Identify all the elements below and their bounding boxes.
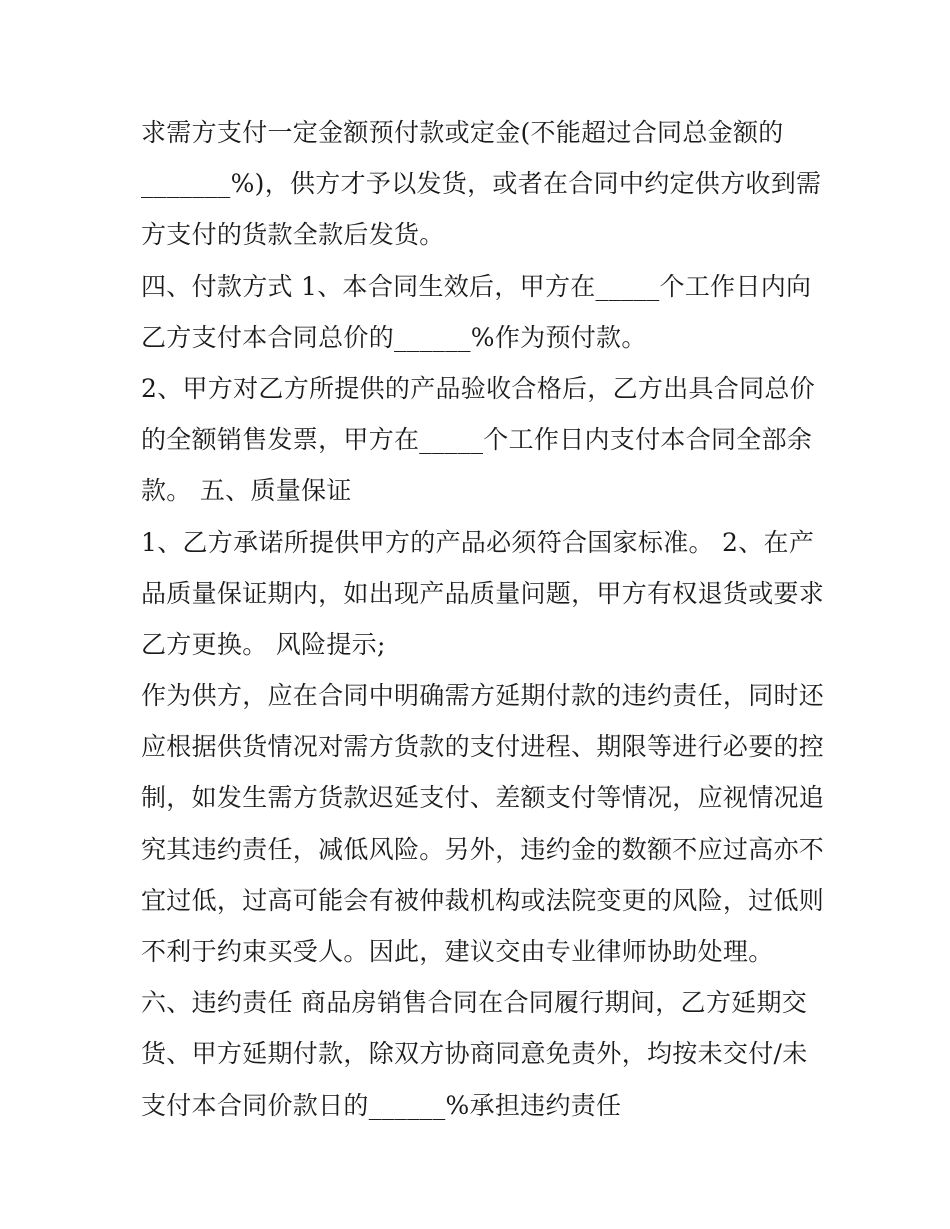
text-line: 应根据供货情况对需方货款的支付进程、期限等进行必要的控 xyxy=(141,732,825,762)
text-line: 支付本合同价款日的______%承担违约责任 xyxy=(141,1090,622,1120)
text-line: 六、违约责任 商品房销售合同在合同履行期间，乙方延期交 xyxy=(141,988,808,1018)
text-line: 品质量保证期内，如出现产品质量问题，甲方有权退货或要求 xyxy=(141,578,825,608)
text-line: 不利于约束买受人。因此，建议交由专业律师协助处理。 xyxy=(141,937,774,966)
text-line: 货、甲方延期付款，除双方协商同意免责外，均按未交付/未 xyxy=(141,1039,808,1069)
document-body xyxy=(141,107,825,1131)
text-line: 究其违约责任，减低风险。另外，违约金的数额不应过高亦不 xyxy=(141,834,825,864)
text-line: 宜过低，过高可能会有被仲裁机构或法院变更的风险，过低则 xyxy=(141,885,825,915)
text-line: 作为供方，应在合同中明确需方延期付款的违约责任，同时还 xyxy=(141,681,825,711)
text-line: 方支付的货款全款后发货。 xyxy=(141,220,445,250)
text-line: 求需方支付一定金额预付款或定金(不能超过合同总金额的 xyxy=(141,118,784,147)
text-line: _______%)，供方才予以发货，或者在合同中约定供方收到需 xyxy=(141,169,822,199)
text-line: 款。 五、质量保证 xyxy=(141,476,352,506)
text-line: 乙方支付本合同总价的______%作为预付款。 xyxy=(141,322,647,352)
text-line: 乙方更换。 风险提示; xyxy=(141,629,386,659)
text-line: 1、乙方承诺所提供甲方的产品必须符合国家标准。 2、在产 xyxy=(141,527,815,557)
text-line: 四、付款方式 1、本合同生效后，甲方在_____个工作日内向 xyxy=(141,271,812,301)
text-line: 制，如发生需方货款迟延支付、差额支付等情况，应视情况追 xyxy=(141,783,825,813)
text-line: 的全额销售发票，甲方在_____个工作日内支付本合同全部余 xyxy=(141,425,813,455)
text-line: 2、甲方对乙方所提供的产品验收合格后，乙方出具合同总价 xyxy=(141,373,816,403)
